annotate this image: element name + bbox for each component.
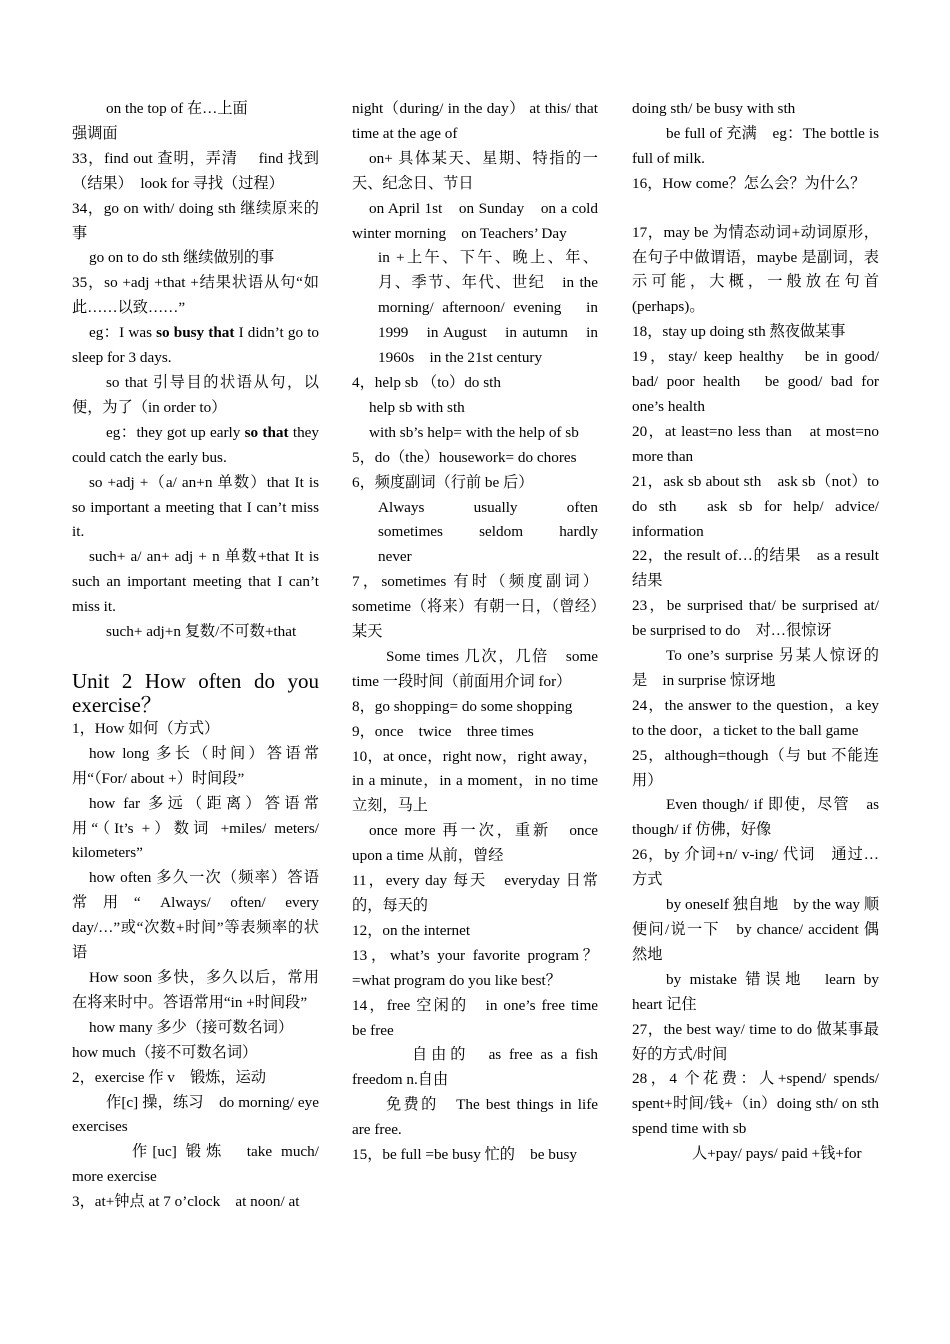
- text-line: 5，do（the）housework= do chores: [352, 448, 577, 466]
- text-line: How soon 多快，多久以后，常用在将来时中。答语常用“in +时间段”: [72, 969, 319, 1011]
- text-line: 17，may be 为情态动词+动词原形，在句子中做谓语，maybe 是副词，表示可能，大概，一般放在句首(perhaps)。: [632, 223, 879, 316]
- text-line: 作[c] 操，练习 do morning/ eye exercises: [72, 1093, 319, 1136]
- text-line: such+ adj+n 复数/不可数+that: [106, 623, 297, 641]
- text-line: once more 再一次，重新 once upon a time 从前，曾经: [352, 822, 598, 865]
- text-line: To one’s surprise 另某人惊讶的是 in surprise 惊讶地: [632, 647, 879, 689]
- example-text: I didn’t go to sleep for 3 days.: [72, 324, 320, 367]
- text-line: 7，sometimes 有时（频度副词） sometime（将来）有朝一日，（曾经）某天: [352, 573, 598, 641]
- example-sentence: [72, 421, 319, 471]
- text-line: how far 多远（距离）答语常用“（It’s +）数词 +miles/ meters/ kilometers”: [72, 794, 319, 862]
- text-line: 作[uc] 锻炼 take much/ more exercise: [72, 1143, 319, 1186]
- text-line: 20，at least=no less than at most=no more than: [632, 422, 879, 465]
- example-text: eg：they got up early: [106, 423, 245, 441]
- text-line: 6，频度副词（行前 be 后）: [352, 473, 534, 491]
- text-line: in +上午、下午、晚上、年、月、季节、年代、世纪 in the morning/ afternoon/ evening in 1999 in August in autumn in 1960s in the 21st century: [378, 249, 598, 367]
- text-line: how often 多久一次（频率）答语常用“ Always/ often/ every day/…”或“次数+时间”等表频率的状语: [72, 869, 319, 962]
- text-line: 35，so +adj +that +结果状语从句“如此……以致……”: [72, 274, 319, 317]
- unit-heading: Unit 2 How often do you exercise？: [72, 668, 319, 717]
- text-line: 25，although=though（与 but 不能连用）: [632, 746, 879, 789]
- text-line: so +adj +（a/ an+n 单数）that It is so important a meeting that I can’t miss it.: [72, 473, 319, 541]
- example-text: they could catch the early bus.: [72, 423, 319, 466]
- text-line: 34，go on with/ doing sth 继续原来的事: [72, 199, 319, 242]
- text-line: 自由的 as free as a fish freedom n.自由: [352, 1046, 614, 1089]
- text-line: 22，the result of…的结果 as a result 结果: [632, 547, 879, 590]
- text-line: on April 1st on Sunday on a cold winter morning on Teachers’ Day: [352, 199, 598, 242]
- text-line: with sb’s help= with the help of sb: [369, 423, 579, 441]
- spacer: [632, 197, 879, 221]
- text-line: Some times 几次，几倍 some time 一段时间（前面用介词 for）: [352, 647, 598, 690]
- column-left: [72, 97, 319, 1215]
- text-line: such+ a/ an+ adj + n 单数+that It is such an important meeting that I can’t miss it.: [72, 548, 319, 616]
- text-line: 27，the best way/ time to do 做某事最好的方式/时间: [632, 1020, 879, 1063]
- text-line: 24，the answer to the question，a key to the door，a ticket to the ball game: [632, 696, 879, 739]
- text-line: go on to do sth 继续做别的事: [89, 249, 275, 267]
- emphasis-text: so that: [244, 423, 289, 441]
- spacer: [72, 645, 319, 669]
- text-line: 3，at+钟点 at 7 o’clock at noon/ at: [72, 1193, 300, 1211]
- text-line: 21，ask sb about sth ask sb（not）to do sth ask sb for help/ advice/ information: [632, 472, 879, 540]
- column-right: [632, 97, 895, 1167]
- text-line: 4，help sb （to）do sth: [352, 373, 501, 391]
- text-line: help sb with sth: [369, 398, 465, 416]
- text-line: 人+pay/ pays/ paid +钱+for: [692, 1145, 862, 1163]
- text-line: 18，stay up doing sth 熬夜做某事: [632, 323, 846, 341]
- text-line: 23，be surprised that/ be surprised at/ be surprised to do 对…很惊讶: [632, 597, 879, 640]
- emphasis-text: so busy that: [156, 324, 235, 342]
- text-line: 10，at once，right now，right away，in a minute，in a moment，in no time 立刻，马上: [352, 747, 598, 815]
- text-line: Even though/ if 即使，尽管 as though/ if 仿佛，好像: [632, 796, 879, 839]
- text-line: 8，go shopping= do some shopping: [352, 697, 573, 715]
- text-line: 15，be full =be busy 忙的 be busy: [352, 1146, 577, 1164]
- column-middle: [352, 97, 614, 1168]
- text-line: 13，what’s your favorite program？=what program do you like best？: [352, 946, 598, 989]
- example-text: eg：I was: [89, 324, 157, 342]
- text-line: 9，once twice three times: [352, 722, 534, 740]
- text-line: 26，by 介词+n/ v-ing/ 代词 通过…方式: [632, 846, 879, 889]
- text-line: 2，exercise 作 v 锻炼，运动: [72, 1068, 267, 1086]
- text-line: how long 多长（时间）答语常用“（For/ about +）时间段”: [72, 744, 319, 787]
- text-line: 14，free 空闲的 in one’s free time be free: [352, 996, 614, 1039]
- text-line: so that 引导目的状语从句，以便，为了（in order to）: [72, 373, 319, 416]
- text-line: be full of 充满 eg：The bottle is full of milk.: [632, 124, 879, 167]
- text-line: 强调面: [72, 124, 118, 142]
- text-line: 33，find out 查明，弄清 find 找到（结果） look for 寻找（过程）: [72, 149, 319, 192]
- text-line: 28，4 个花费：人+spend/ spends/ spent+时间/钱+（in）doing sth/ on sth spend time with sb: [632, 1070, 895, 1138]
- text-line: how much（接不可数名词）: [72, 1043, 258, 1061]
- text-line: night（during/ in the day） at this/ that time at the age of: [352, 100, 598, 142]
- text-line: doing sth/ be busy with sth: [632, 100, 796, 117]
- text-line: on+ 具体某天、星期、特指的一天、纪念日、节日: [352, 149, 598, 192]
- text-line: 1，How 如何（方式）: [72, 719, 220, 737]
- text-line: how many 多少（接可数名词）: [89, 1018, 294, 1036]
- text-line: 19，stay/ keep healthy be in good/ bad/ poor health be good/ bad for one’s health: [632, 348, 879, 415]
- text-line: 免费的 The best things in life are free.: [352, 1096, 598, 1139]
- text-line: by oneself 独自地 by the way 顺便问/说一下 by chance/ accident 偶然地: [632, 896, 880, 963]
- text-line: 11，every day 每天 everyday 日常的，每天的: [352, 872, 598, 914]
- text-line: 12，on the internet: [352, 921, 471, 939]
- text-line: on the top of 在…上面: [106, 100, 248, 117]
- text-line: Always usually often sometimes seldom hardly never: [378, 498, 614, 566]
- example-sentence: [72, 321, 319, 371]
- text-line: 16，How come？怎么会？为什么？: [632, 174, 866, 192]
- text-line: by mistake 错误地 learn by heart 记住: [632, 970, 879, 1013]
